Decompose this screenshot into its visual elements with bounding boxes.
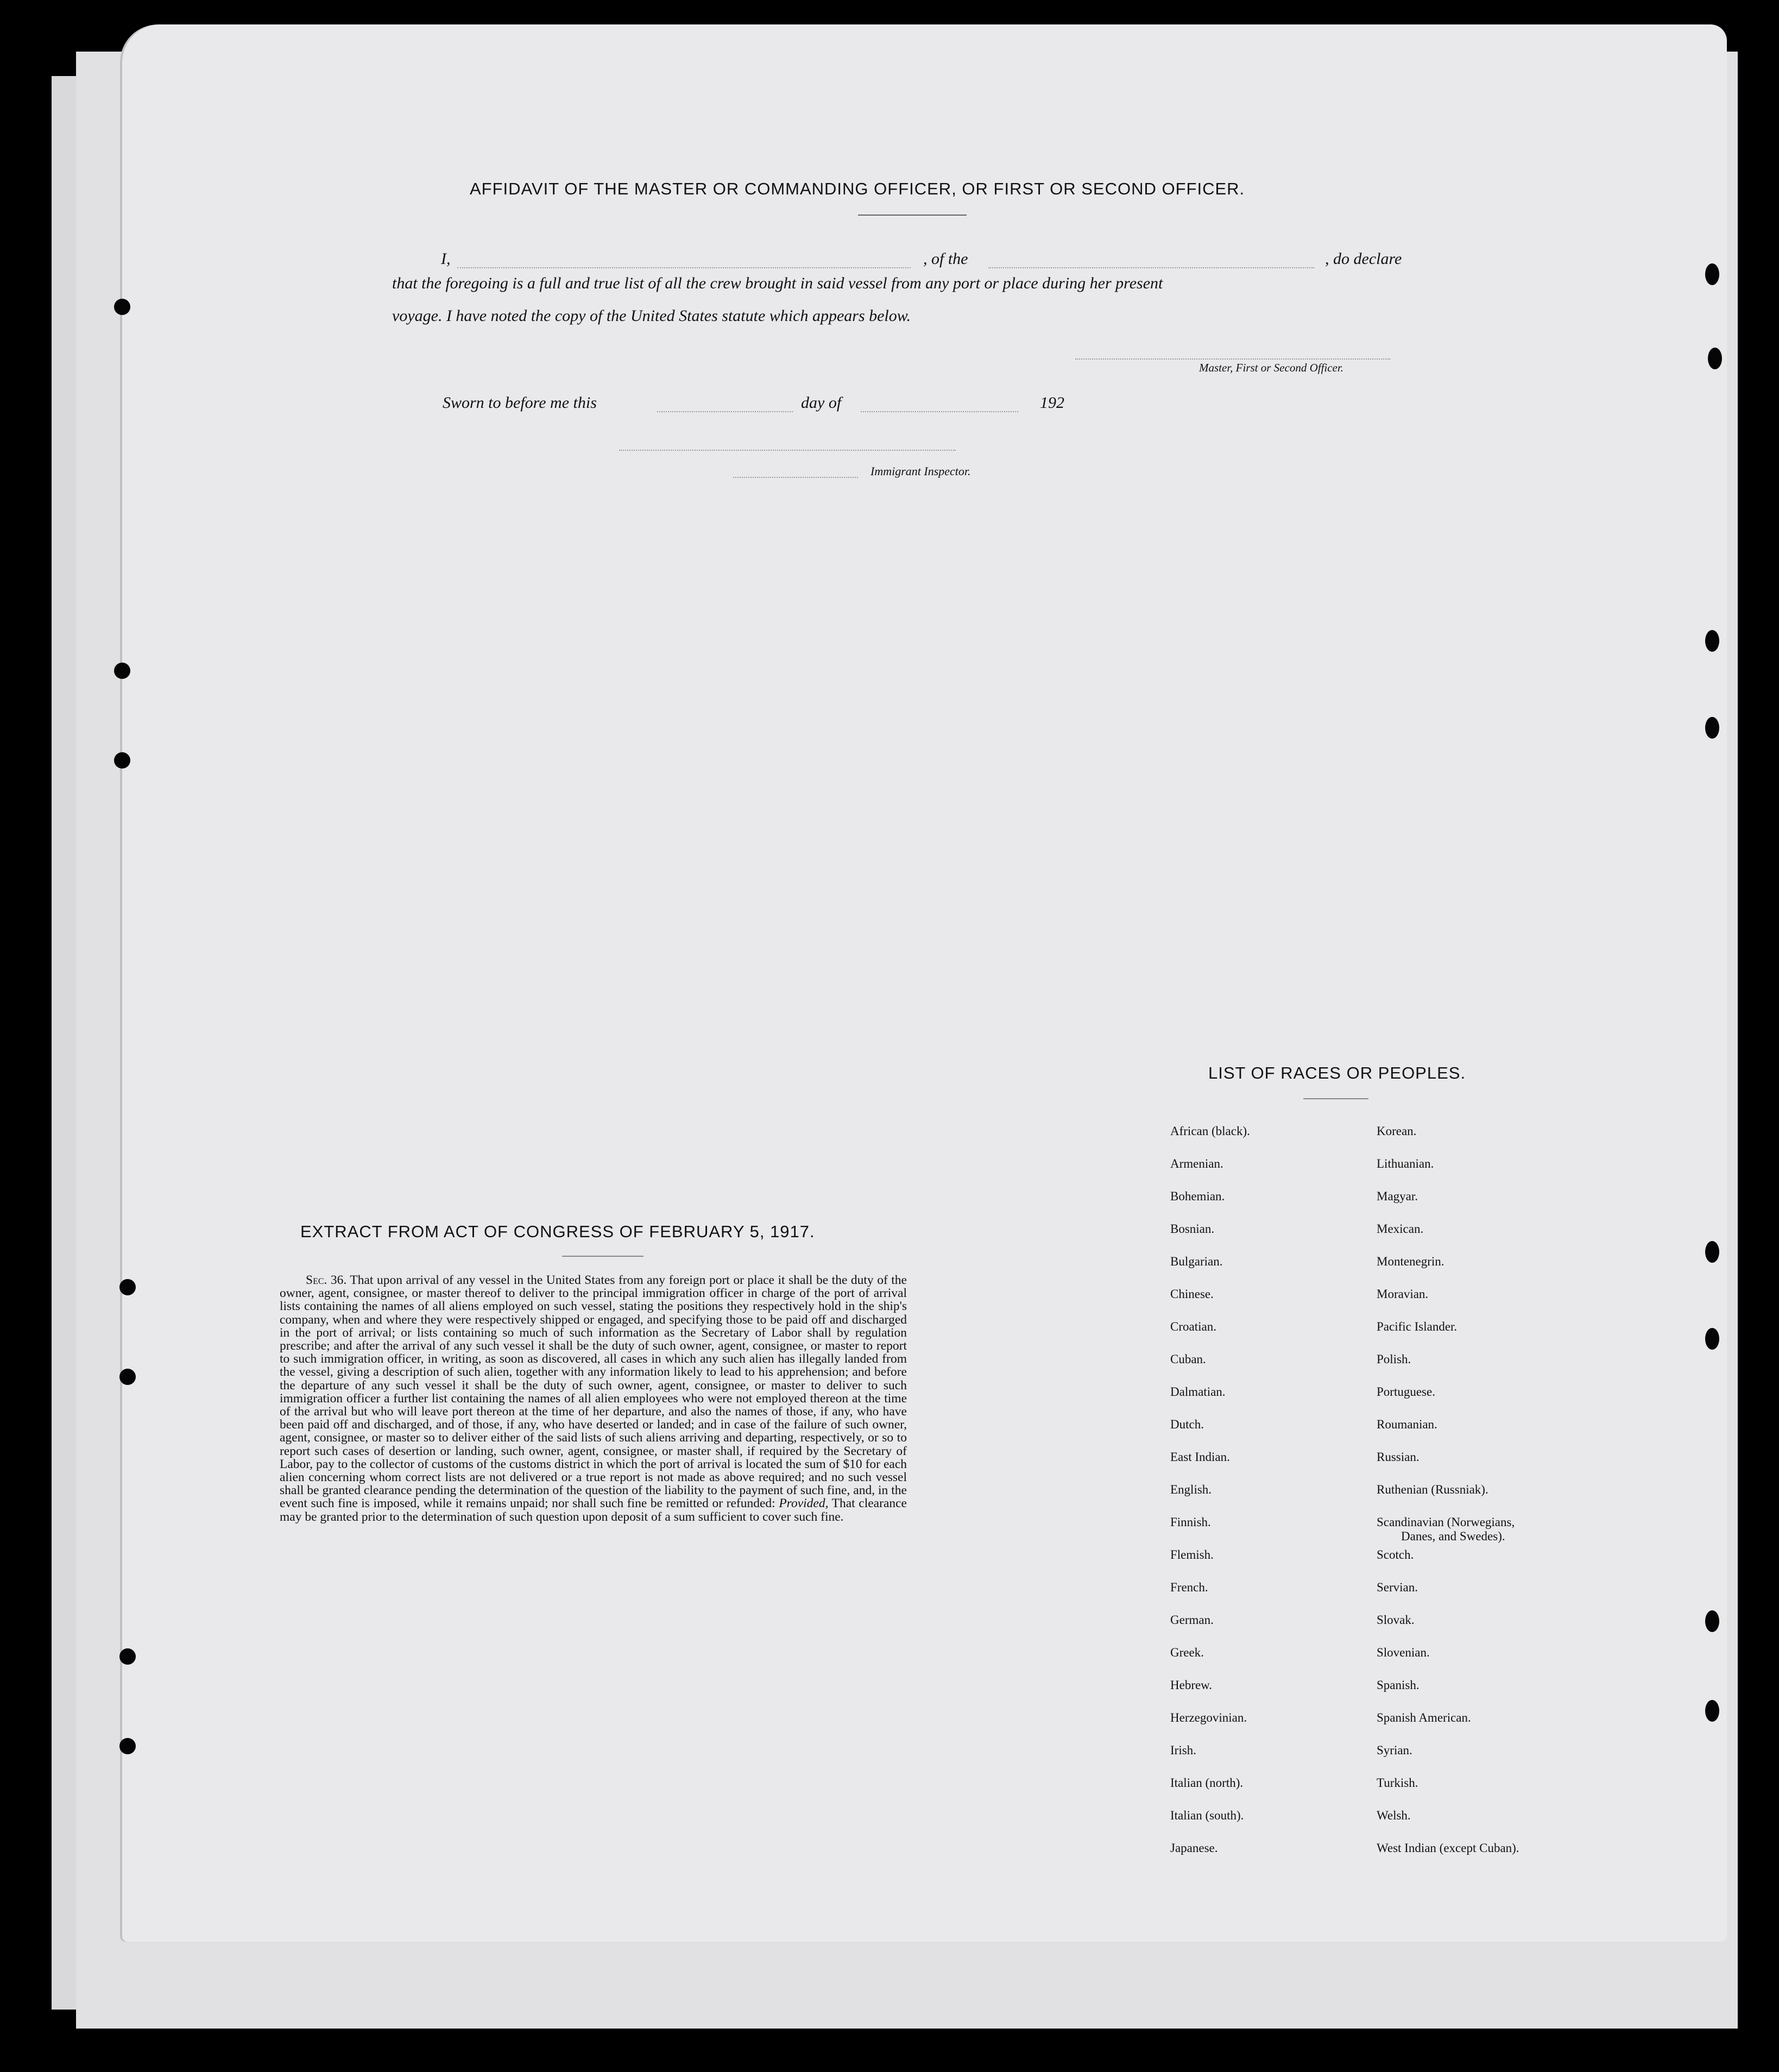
sworn-day-of: day of [801, 394, 842, 412]
race-item: Bulgarian. [1170, 1255, 1223, 1268]
race-item: Cuban. [1170, 1352, 1206, 1366]
race-item: Hebrew. [1170, 1678, 1213, 1692]
race-item: Greek. [1170, 1646, 1204, 1659]
binding-hole [114, 299, 130, 315]
race-item: Irish. [1170, 1743, 1196, 1757]
races-title: LIST OF RACES OR PEOPLES. [1208, 1063, 1466, 1082]
race-item: Flemish. [1170, 1548, 1214, 1561]
race-item: Slovak. [1377, 1613, 1415, 1627]
binding-hole [1705, 1241, 1719, 1263]
vessel-field[interactable] [988, 267, 1314, 268]
binding-hole [119, 1279, 136, 1295]
race-item: Danes, and Swedes). [1401, 1529, 1505, 1543]
race-item: Finnish. [1170, 1515, 1211, 1529]
binding-hole [1705, 1328, 1719, 1350]
race-item: Croatian. [1170, 1320, 1216, 1333]
binding-hole [119, 1369, 136, 1385]
race-item: Japanese. [1170, 1841, 1218, 1855]
race-item: Italian (north). [1170, 1776, 1244, 1790]
race-item: Syrian. [1377, 1743, 1412, 1757]
race-item: Montenegrin. [1377, 1255, 1444, 1268]
race-item: Scandinavian (Norwegians, [1377, 1515, 1515, 1529]
race-item: Armenian. [1170, 1157, 1223, 1170]
race-item: Bohemian. [1170, 1189, 1225, 1203]
name-field[interactable] [457, 267, 911, 268]
affidavit-title: AFFIDAVIT OF THE MASTER OR COMMANDING OFFICER, OR FIRST OR SECOND OFFICER. [470, 179, 1245, 198]
binding-hole [119, 1648, 136, 1665]
race-item: West Indian (except Cuban). [1377, 1841, 1519, 1855]
race-item: Servian. [1377, 1580, 1418, 1594]
extract-title: EXTRACT FROM ACT OF CONGRESS OF FEBRUARY 5, 1917. [300, 1222, 815, 1241]
race-item: Ruthenian (Russniak). [1377, 1483, 1488, 1496]
binding-hole [114, 752, 130, 769]
extract-body [280, 1274, 907, 1523]
binding-hole [114, 663, 130, 679]
master-signature-field[interactable] [1075, 358, 1390, 360]
race-item: French. [1170, 1580, 1208, 1594]
race-item: East Indian. [1170, 1450, 1230, 1464]
binding-hole [1705, 1610, 1719, 1632]
race-item: Welsh. [1377, 1809, 1411, 1822]
race-item: Polish. [1377, 1352, 1411, 1366]
title-rule [858, 215, 967, 216]
race-item: African (black). [1170, 1124, 1250, 1138]
inspector-signature-field[interactable] [619, 450, 956, 451]
binding-hole [1708, 348, 1722, 369]
race-item: Turkish. [1377, 1776, 1418, 1790]
race-item: Slovenian. [1377, 1646, 1430, 1659]
extract-text-part1: That upon arrival of any vessel in the United States from any foreign port or place it shall be the duty of the owner, agent, consignee, or master thereof to deliver to the principal immigration officer in charge of the port of arrival lists containing the names of all aliens employed on such vessel, stating the positions they respectively hold in the ship's company, when and where they were respectively shipped or engaged, and specifying those to be paid off and discharged in the port of arrival; or lists containing so much of such information as the Secretary of Labor shall by regulation prescribe; and after the arrival of any such vessel it shall be the duty of such owner, agent, consignee, or master to report to such immigration officer, in writing, as soon as discovered, all cases in which any such alien has illegally landed from the vessel, giving a description of such alien, together with any information likely to lead to his apprehension; and before the departure of any such vessel it shall be the duty of such owner, agent, consignee, or master to deliver to such immigration officer a further list containing the names of all alien employees who were not employed thereon at the time of the arrival but who will leave port thereon at the time of her departure, and also the names of those, if any, who have been paid off and discharged, and of those, if any, who have deserted or landed; and in case of the failure of such owner, agent, consignee, or master so to deliver either of the said lists of such aliens arriving and departing, respectively, or so to report such cases of desertion or landing, such owner, agent, consignee, or master shall, if required by the Secretary of Labor, pay to the collector of customs of the customs district in which the port of arrival is located the sum of $10 for each alien concerning whom correct lists are not delivered or a true report is not made as above required; and no such vessel shall be granted clearance pending the determination of the question of the liability to the payment of such fine, and, in the event such fine is imposed, while it remains unpaid; nor shall such fine be remitted or refunded: [280, 1273, 907, 1511]
inspector-signature-field-2[interactable] [733, 477, 858, 478]
binding-hole [1705, 1700, 1719, 1722]
race-item: German. [1170, 1613, 1214, 1627]
sworn-day-field[interactable] [657, 411, 793, 412]
race-item: Dutch. [1170, 1418, 1204, 1431]
extract-title-rule [562, 1256, 644, 1257]
race-item: Lithuanian. [1377, 1157, 1434, 1170]
master-signature-label: Master, First or Second Officer. [1199, 361, 1343, 374]
extract-text-part2: That clearance may be granted prior to the determination of such question upon deposit of a sum sufficient to cover such fine. [280, 1496, 907, 1524]
race-item: English. [1170, 1483, 1212, 1496]
binding-hole [119, 1738, 136, 1754]
binding-hole [1705, 630, 1719, 652]
document-page [122, 24, 1727, 1942]
affidavit-line3: voyage. I have noted the copy of the United States statute which appears below. [392, 307, 911, 325]
race-item: Russian. [1377, 1450, 1420, 1464]
race-item: Mexican. [1377, 1222, 1424, 1236]
sworn-month-field[interactable] [861, 411, 1018, 412]
race-item: Moravian. [1377, 1287, 1429, 1301]
extract-provided: Provided, [779, 1496, 829, 1511]
races-title-rule [1303, 1098, 1368, 1099]
section-label: Sec. 36. [306, 1273, 347, 1287]
race-item: Spanish American. [1377, 1711, 1471, 1724]
inspector-label: Immigrant Inspector. [870, 464, 971, 478]
race-item: Spanish. [1377, 1678, 1420, 1692]
race-item: Pacific Islander. [1377, 1320, 1458, 1333]
race-item: Italian (south). [1170, 1809, 1244, 1822]
race-item: Herzegovinian. [1170, 1711, 1247, 1724]
affidavit-i: I, [441, 250, 451, 268]
race-item: Dalmatian. [1170, 1385, 1226, 1399]
race-item: Portuguese. [1377, 1385, 1435, 1399]
sworn-year: 192 [1040, 394, 1064, 412]
race-item: Bosnian. [1170, 1222, 1215, 1236]
affidavit-line2: that the foregoing is a full and true list of all the crew brought in said vessel from any port or place during her present [392, 274, 1163, 292]
affidavit-of-the: , of the [923, 250, 968, 268]
affidavit-do-declare: , do declare [1325, 250, 1402, 268]
binding-hole [1705, 717, 1719, 739]
race-item: Korean. [1377, 1124, 1417, 1138]
race-item: Chinese. [1170, 1287, 1214, 1301]
race-item: Magyar. [1377, 1189, 1418, 1203]
sworn-prefix: Sworn to before me this [443, 394, 597, 412]
race-item: Scotch. [1377, 1548, 1414, 1561]
race-item: Roumanian. [1377, 1418, 1437, 1431]
binding-hole [1705, 263, 1719, 285]
